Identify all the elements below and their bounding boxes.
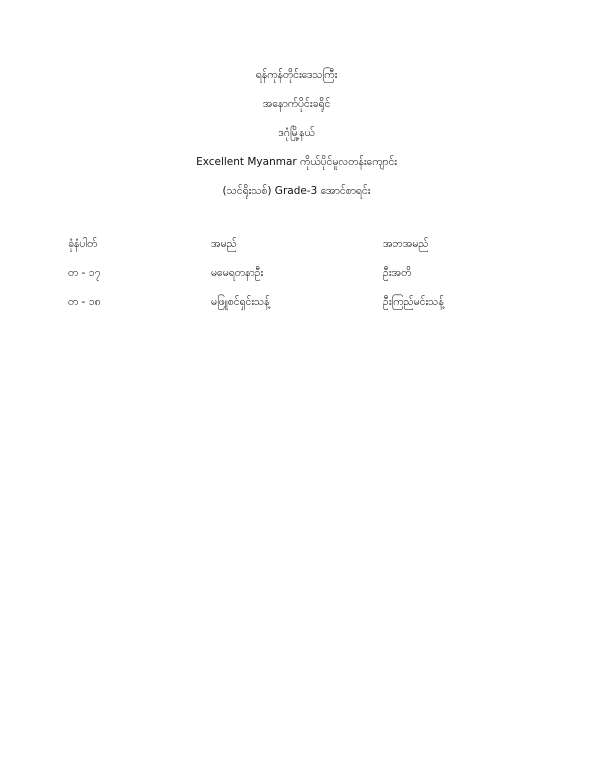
table-row [68, 266, 528, 280]
column-header-father-name: အဘအမည် [383, 238, 429, 250]
roll-number-cell: တ - ၁၇ [68, 267, 101, 279]
father-name-cell: ဦးအတိ [383, 267, 412, 279]
school-name: Excellent Myanmar ကိုယ်ပိုင်မူလတန်းကျောင်း [196, 156, 397, 168]
roll-number-cell: တ - ၁၈ [68, 296, 101, 308]
student-name-cell: မဖြူစင်ရှင်းသန့် [211, 296, 270, 308]
father-name-cell: ဦးကြည်မင်းသန့် [383, 296, 444, 308]
district-title: အနောက်ပိုင်းခရိုင် [262, 98, 331, 110]
result-list-title: (သင်ရိုးသစ်) Grade-3 အောင်စာရင်း [222, 185, 371, 197]
table-header-row [68, 237, 528, 251]
results-table [68, 237, 528, 324]
column-header-name: အမည် [211, 238, 237, 250]
document-header [0, 68, 593, 213]
table-row [68, 295, 528, 309]
region-title: ရန်ကုန်တိုင်းဒေသကြီး [255, 69, 338, 81]
student-name-cell: မမေရတနာဦး [211, 267, 264, 279]
township-title: ဒဂုံမြို့နယ် [278, 127, 315, 139]
column-header-roll-number: ခုံနံပါတ် [68, 238, 98, 250]
